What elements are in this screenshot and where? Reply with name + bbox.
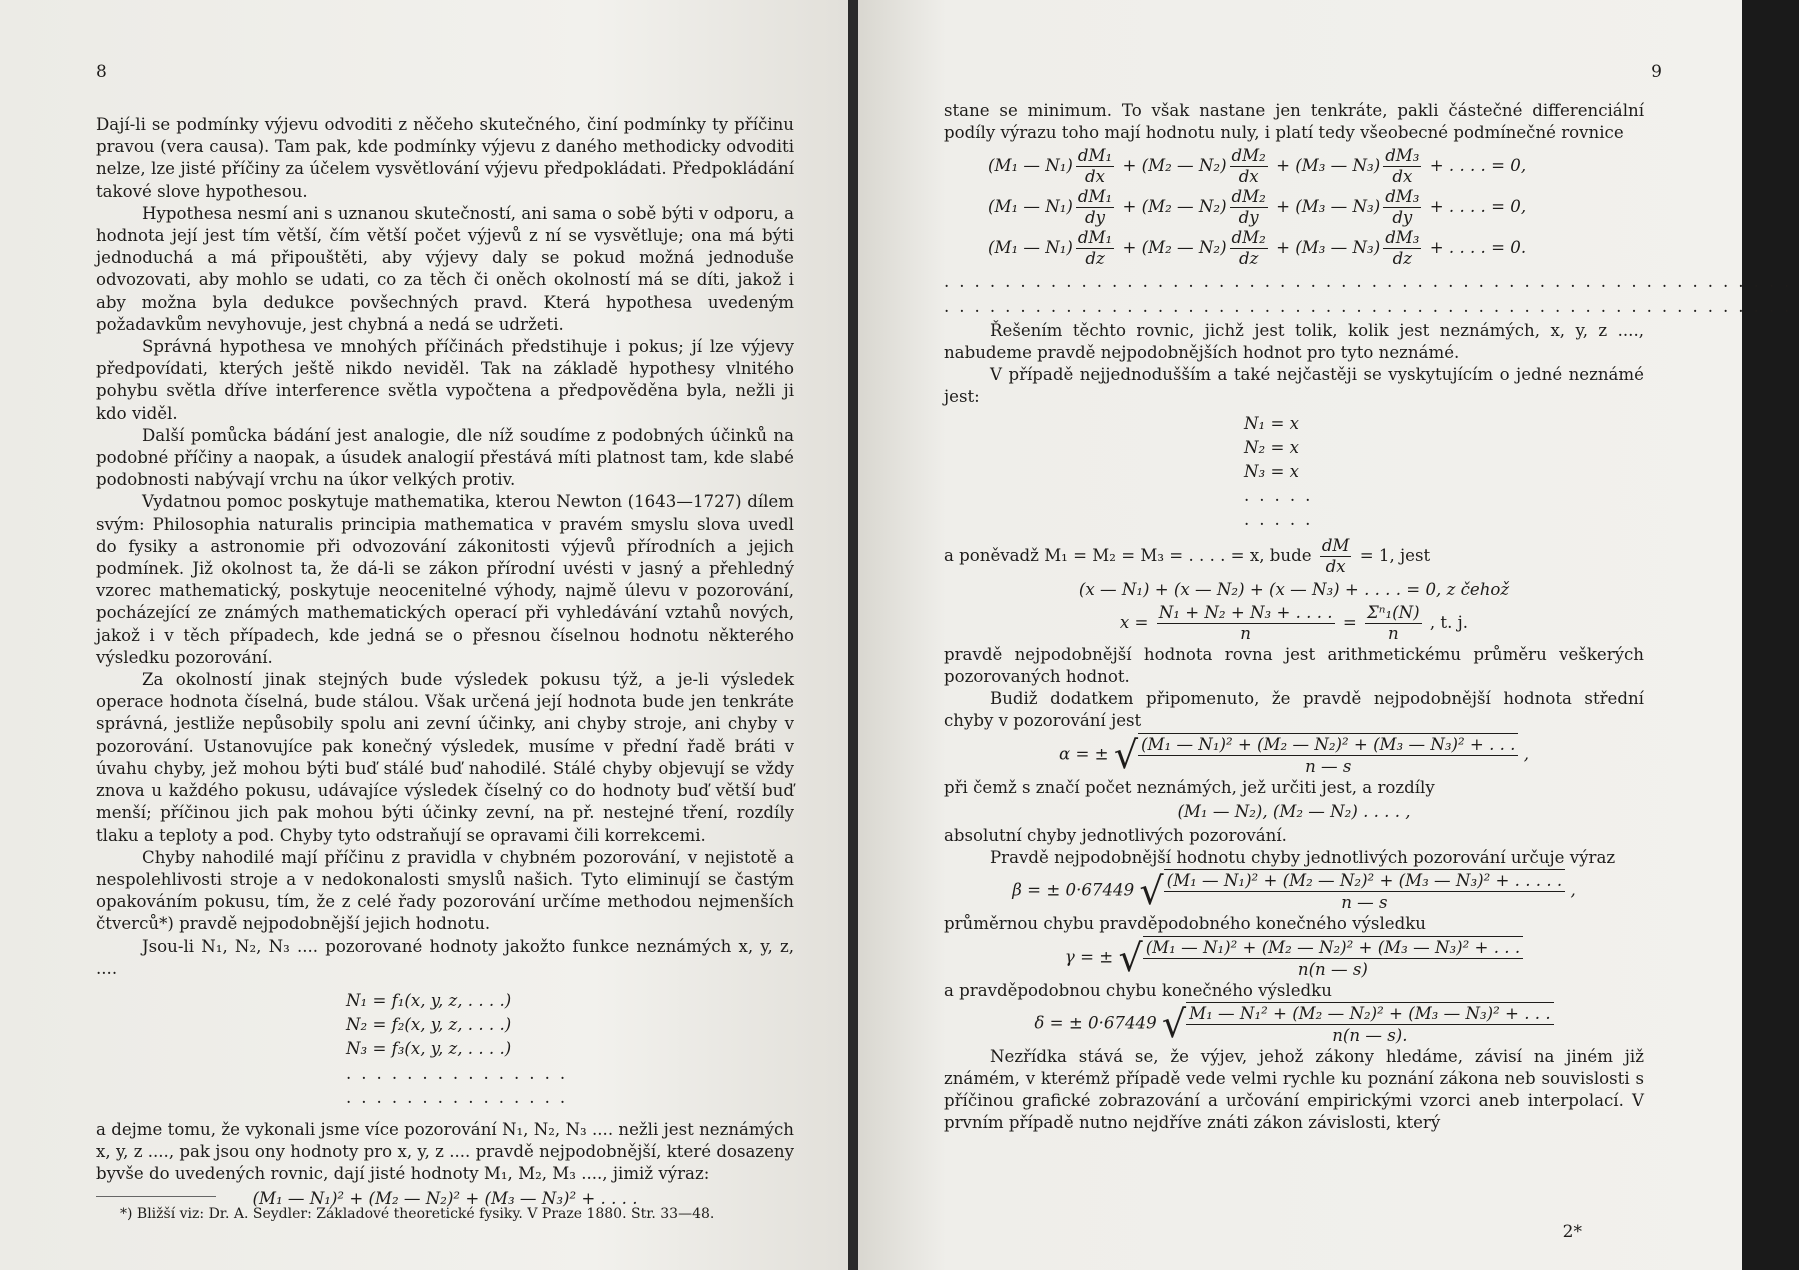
square-root: [1162, 1002, 1554, 1046]
paragraph: Správná hypothesa ve mnohých příčinách předstihuje i pokus; jí lze výjevy předpovídati, kterých ještě nikdo neviděl. Tak na základě hypothesy vlnitého pohybu světla dříve interference světla vypočtena a předpověděna byla, nežli ji kdo viděl.: [96, 337, 794, 423]
term: + . . . . = 0,: [1429, 156, 1527, 176]
equation-block-simple: [1244, 413, 1644, 532]
radical-sign-icon: √: [1113, 732, 1139, 777]
equation-delta: [944, 1002, 1644, 1046]
equation-differences: (M₁ — N₂), (M₂ — N₂) . . . . ,: [1177, 801, 1411, 821]
equation: N₁ = f₁(x, y, z, . . . .): [346, 990, 512, 1010]
equation-block-functions: [346, 990, 794, 1109]
paragraph: Chyby nahodilé mají příčinu z pravidla v chybném pozorování, v nejistotě a nespolehlivosti stroje a v nedokonalosti smyslů našich. Tyto eliminují se častým opakováním pokusu, tím, že z celé řady pozorování určíme methodou nejmenších čtverců*) pravdě nejpodobnější jejich hodnotu.: [96, 847, 794, 934]
right-text-body: [944, 100, 1799, 1135]
equation-sum-of-squares: (M₁ — N₁)² + (M₂ — N₂)² + (M₃ — N₃)² + . . . .: [252, 1188, 638, 1208]
page-number-right: 9: [1651, 62, 1662, 82]
denominator: dx: [1238, 167, 1259, 187]
term: (M₁ — N₁): [988, 156, 1073, 176]
ellipsis-row: .....: [1244, 510, 1321, 530]
text: , t. j.: [1429, 612, 1469, 632]
denominator: n: [1387, 623, 1399, 643]
numerator: N₁ + N₂ + N₃ + . . . .: [1158, 602, 1333, 622]
equation-beta: [944, 869, 1644, 913]
footnote: *) Bližší viz: Dr. A. Seydler: Základové theoretické fysiky. V Praze 1880. Str. 33—48.: [120, 1206, 715, 1222]
radical-sign-icon: √: [1139, 869, 1164, 914]
equation: N₂ = x: [1244, 437, 1299, 457]
numerator: Σⁿ₁(N): [1367, 602, 1420, 622]
paragraph: Řešením těchto rovnic, jichž jest tolik, kolik jest neznámých, x, y, z ...., nabudeme pravdě nejpodobnějších hodnot pro tyto neznámé.: [944, 320, 1644, 363]
equation: N₃ = x: [1244, 462, 1299, 482]
paragraph: Budiž dodatkem připomenuto, že pravdě nejpodobnější hodnota střední chyby v pozorování jest: [944, 689, 1644, 731]
fraction: [1383, 228, 1421, 269]
paragraph: stane se minimum. To však nastane jen tenkráte, pakli částečné differenciální podíly výrazu toho mají hodnotu nuly, i platí tedy všeobecné podmínečné rovnice: [944, 101, 1644, 143]
differential-equations: [988, 146, 1644, 269]
denominator: n — s: [1305, 756, 1352, 776]
radical-sign-icon: √: [1161, 1001, 1187, 1046]
ellipsis-row: .....: [1244, 486, 1321, 506]
numerator: dM₃: [1385, 187, 1420, 207]
signature-mark: 2*: [1562, 1222, 1582, 1242]
numerator: dM₃: [1385, 228, 1420, 248]
fraction: [1230, 146, 1268, 187]
term: (M₁ — N₁): [988, 238, 1073, 258]
text: ,: [1523, 744, 1530, 764]
text: α = ±: [1058, 744, 1109, 764]
denominator: dy: [1392, 208, 1413, 228]
fraction: [1383, 187, 1421, 228]
denominator: dz: [1085, 249, 1105, 269]
denominator: dx: [1392, 167, 1413, 187]
numerator: dM₂: [1231, 187, 1266, 207]
paragraph: pravdě nejpodobnější hodnota rovna jest arithmetickému průměru veškerých pozorovaných hodnot.: [944, 644, 1644, 687]
term: + . . . . = 0.: [1429, 238, 1527, 258]
numerator: (M₁ — N₁)² + (M₂ — N₂)² + (M₃ — N₃)² + . . .: [1138, 734, 1518, 756]
term: + (M₃ — N₃): [1276, 238, 1381, 258]
equation-since: [944, 536, 1644, 577]
paragraph: Vydatnou pomoc poskytuje mathematika, kterou Newton (1643—1727) dílem svým: Philosophia naturalis principia mathematica v pravém smyslu slova uvedl do fysiky a astronomie při odvozování zákonitosti výjevů přírodních a jejich podmínek. Již okolnost ta, že dá-li se zákon přírodní uvésti v jasný a přehledný vzorec mathematický, poskytuje neocenitelné výhody, najmě úlevu v pozorování, pocházející ze známých mathematických operací při vyhledávání vztahů nových, jakož i v těch případech, kde jedná se o přesnou číselnou hodnotu některého výsledku pozorování.: [96, 492, 794, 667]
paragraph: absolutní chyby jednotlivých pozorování.: [944, 826, 1287, 846]
left-text-body: [96, 114, 794, 1212]
term: + (M₃ — N₃): [1276, 156, 1381, 176]
paragraph: Pravdě nejpodobnější hodnotu chyby jednotlivých pozorování určuje výraz: [990, 848, 1616, 868]
fraction: [1076, 187, 1114, 228]
term: + (M₂ — N₂): [1122, 197, 1227, 217]
page-number-left: 8: [96, 62, 107, 82]
fraction: [1157, 603, 1335, 644]
paragraph: Za okolností jinak stejných bude výsledek pokusu týž, a je-li výsledek operace hodnota číselná, bude stálou. Však určená její hodnota bude jen tenkráte správná, jestliže nepůsobily spolu ani zevní účinky, ani chyby stroje, ani chyby v pozorování. Ustanovujíce pak konečný výsledek, musíme v přední řadě bráti v úvahu chyby, jež mohou býti buď stálé buď nahodilé. Stálé chyby objevují se vždy znova u každého pokusu, udávajíce výsledek číselný co do hodnoty buď větší buď menší; příčinou jich pak mohou býti účinky zevní, na př. nestejné tření, rozdíly tlaku a teploty a pod. Chyby tyto odstraňují se opravami čili korrekcemi.: [96, 670, 794, 845]
equation-whence: (x — N₁) + (x — N₂) + (x — N₃) + . . . . = 0, z čehož: [1078, 579, 1510, 599]
fraction: [1365, 603, 1422, 644]
equation-row: [988, 187, 1644, 228]
text: a poněvadž M₁ = M₂ = M₃ = . . . . = x, bude: [944, 545, 1312, 565]
book-gutter: [848, 0, 858, 1270]
text: γ = ±: [1064, 947, 1114, 967]
equation: N₁ = x: [1244, 413, 1299, 433]
denominator: n — s: [1341, 893, 1388, 913]
equation-row: [988, 228, 1644, 269]
numerator: (M₁ — N₁)² + (M₂ — N₂)² + (M₃ — N₃)² + . . .: [1143, 937, 1523, 959]
fraction: [1320, 536, 1352, 577]
paragraph: Nezřídka stává se, že výjev, jehož zákony hledáme, závisí na jiném již známém, v kterémž případě vede velmi rychle ku poznání zákona neb souvislosti s příčinou grafické zobrazování a určování empirickými vzorci aneb interpolací. V prvním případě nutno nejdříve znáti zákon závislosti, který: [944, 1046, 1644, 1133]
text: =: [1342, 612, 1357, 632]
ellipsis-row: ...............: [346, 1063, 576, 1083]
denominator: n: [1240, 623, 1251, 643]
left-page: [0, 0, 848, 1270]
denominator: n(n — s): [1297, 959, 1368, 979]
square-root: [1139, 869, 1565, 913]
text: ,: [1570, 880, 1576, 900]
fraction: [1383, 146, 1421, 187]
denominator: n(n — s).: [1332, 1025, 1408, 1045]
denominator: dx: [1325, 556, 1346, 576]
denominator: dy: [1238, 208, 1259, 228]
denominator: dx: [1085, 167, 1106, 187]
text: δ = ± 0·67449: [1034, 1013, 1157, 1033]
right-page: [858, 0, 1799, 1270]
paragraph: Další pomůcka bádání jest analogie, dle níž soudíme z podobných účinků na podobné příčiny a naopak, a úsudek analogií přestává míti platnost tam, kde slabé podobnosti nabývají vrchu na úkor velkých protiv.: [96, 425, 794, 490]
numerator: dM₂: [1231, 146, 1266, 166]
denominator: dy: [1085, 208, 1106, 228]
text: β = ± 0·67449: [1012, 880, 1135, 900]
term: + (M₂ — N₂): [1122, 156, 1227, 176]
paragraph: Jsou-li N₁, N₂, N₃ .... pozorované hodnoty jakožto funkce neznámých x, y, z, ....: [96, 936, 794, 978]
paragraph: a dejme tomu, že vykonali jsme více pozorování N₁, N₂, N₃ .... nežli jest neznámých x, y, z ...., pak jsou ony hodnoty pro x, y, z .... pravdě nejpodobnější, které dosazeny byvše do uvedených rovnic, dají jisté hodnoty M₁, M₂, M₃ ...., jimiž výraz:: [96, 1119, 794, 1184]
numerator: dM: [1321, 535, 1350, 555]
equation: N₂ = f₂(x, y, z, . . . .): [346, 1015, 512, 1035]
fraction: [1230, 228, 1268, 269]
text: = 1, jest: [1359, 545, 1431, 565]
square-root: [1114, 733, 1519, 777]
ellipsis-row: ...............: [346, 1087, 576, 1107]
equation-alpha: [944, 733, 1644, 777]
equation-gamma: [944, 936, 1644, 980]
denominator: dz: [1392, 249, 1412, 269]
term: + (M₃ — N₃): [1276, 197, 1381, 217]
numerator: dM₂: [1231, 228, 1266, 248]
numerator: dM₁: [1077, 228, 1113, 248]
footnote-rule: [96, 1196, 216, 1197]
equation-row: [988, 146, 1644, 187]
fraction: [1230, 187, 1268, 228]
equation: N₃ = f₃(x, y, z, . . . .): [346, 1039, 512, 1059]
paragraph: Dají-li se podmínky výjevu odvoditi z něčeho skutečného, činí podmínky ty příčinu pravou (vera causa). Tam pak, kde podmínky výjevu z daného methodicky odvoditi nelze, lze jisté příčiny za účelem vysvětlování výjevu předpokládati. Předpokládání takové slove hypothesou.: [96, 115, 794, 201]
term: + . . . . = 0,: [1429, 197, 1527, 217]
paragraph: a pravděpodobnou chybu konečného výsledku: [944, 980, 1332, 1000]
radical-sign-icon: √: [1118, 935, 1143, 980]
numerator: dM₁: [1077, 146, 1113, 166]
numerator: dM₁: [1077, 187, 1113, 207]
square-root: [1118, 936, 1523, 980]
ellipsis-row: ........................................................: [944, 272, 1799, 292]
numerator: dM₃: [1385, 146, 1420, 166]
term: + (M₂ — N₂): [1122, 238, 1227, 258]
paragraph: při čemž s značí počet neznámých, jež určiti jest, a rozdíly: [944, 777, 1435, 797]
numerator: (M₁ — N₁)² + (M₂ — N₂)² + (M₃ — N₃)² + . . . . .: [1164, 870, 1566, 892]
paragraph: průměrnou chybu pravděpodobného konečného výsledku: [944, 914, 1426, 934]
numerator: M₁ — N₁² + (M₂ — N₂)² + (M₃ — N₃)² + . . .: [1186, 1003, 1553, 1025]
ellipsis-row: ........................................................: [944, 296, 1799, 316]
paragraph: Hypothesa nesmí ani s uznanou skutečností, ani sama o sobě býti v odporu, a hodnota její jest tím větší, čím větší počet výjevů z ní se vysvětluje; ona má býti jednoduchá a má připouštěti, aby výjevy daly se pokud možná jednoduše odvozovati, aby mohlo se udati, co za těch či oněch okolností má se díti, jakož i aby možna byla dedukce povšechných pravd. Která hypothesa uvedeným požadavkům nevyhovuje, jest chybná a nedá se udržeti.: [96, 203, 794, 334]
denominator: dz: [1238, 249, 1259, 269]
paragraph: V případě nejjednodušším a také nejčastěji se vyskytujícím o jedné neznámé jest:: [944, 365, 1644, 407]
equation-mean: [944, 603, 1644, 644]
term: (M₁ — N₁): [988, 197, 1073, 217]
fraction: [1076, 146, 1114, 187]
fraction: [1076, 228, 1114, 269]
text: x =: [1119, 612, 1149, 632]
